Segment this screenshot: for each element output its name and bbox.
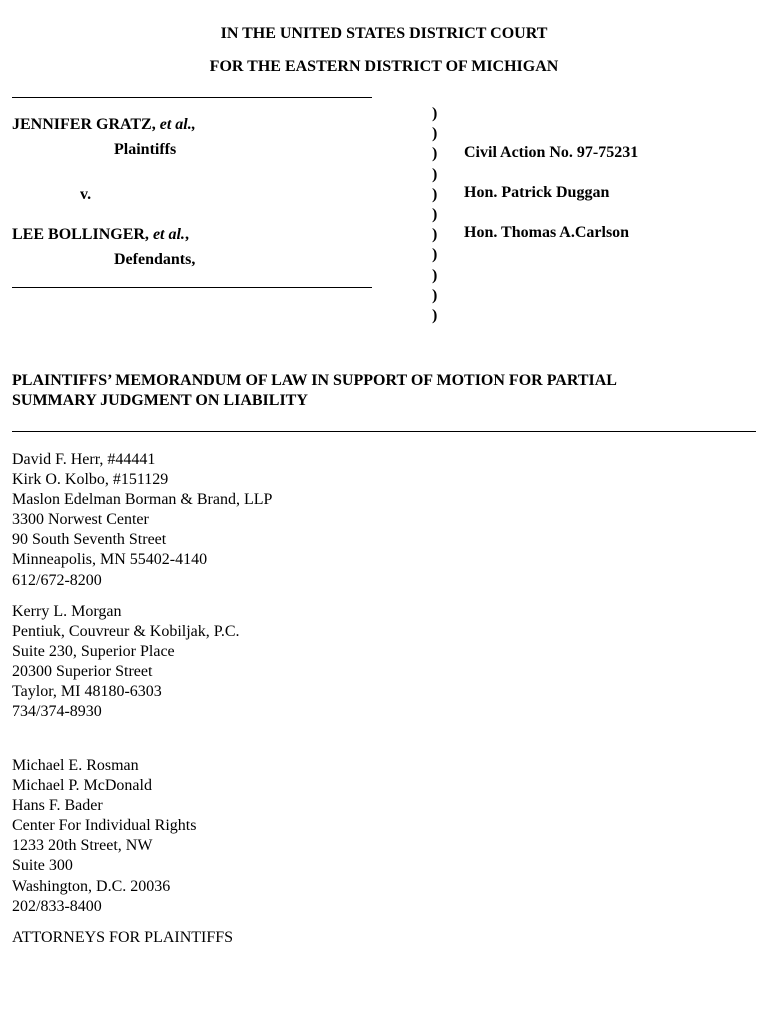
counsel-block-1 <box>12 450 272 591</box>
counsel-line: Taylor, MI 48180-6303 <box>12 683 162 701</box>
counsel-line: 734/374-8930 <box>12 703 102 721</box>
paren: ) <box>432 286 438 304</box>
paren: ) <box>432 306 438 324</box>
paren: ) <box>432 165 438 183</box>
counsel-line: 3300 Norwest Center <box>12 511 149 529</box>
caption-bottom-rule <box>12 287 372 288</box>
defendant-comma: , <box>184 226 189 243</box>
counsel-line: Kirk O. Kolbo, #151129 <box>12 471 169 489</box>
counsel-line: 612/672-8200 <box>12 571 102 589</box>
counsel-line: 1233 20th Street, NW <box>12 837 153 855</box>
caption-top-rule <box>12 97 372 98</box>
document-title-line2: SUMMARY JUDGMENT ON LIABILITY <box>12 392 308 409</box>
civil-action-number: Civil Action No. 97-75231 <box>464 144 639 161</box>
document-title-line1: PLAINTIFFS’ MEMORANDUM OF LAW IN SUPPORT OF MOTION FOR PARTIAL <box>12 372 617 389</box>
caption-paren-column <box>432 104 437 326</box>
counsel-line: Michael E. Rosman <box>12 757 139 774</box>
counsel-line: 20300 Superior Street <box>12 663 153 681</box>
court-name-line2: FOR THE EASTERN DISTRICT OF MICHIGAN <box>209 58 559 75</box>
counsel-line: Center For Individual Rights <box>12 817 197 835</box>
defendant-etal: et al. <box>152 226 185 243</box>
defendant-role: Defendants, <box>114 251 196 268</box>
plaintiff-name: JENNIFER GRATZ, <box>12 116 156 133</box>
plaintiff-line <box>12 116 196 134</box>
paren: ) <box>432 145 438 163</box>
paren: ) <box>432 125 438 143</box>
counsel-line: Suite 300 <box>12 857 73 875</box>
paren: ) <box>432 266 438 284</box>
counsel-block-3 <box>12 756 196 917</box>
counsel-line: Pentiuk, Couvreur & Kobiljak, P.C. <box>12 623 240 641</box>
defendant-line <box>12 226 189 244</box>
counsel-line: Hans F. Bader <box>12 797 103 815</box>
counsel-line: 90 South Seventh Street <box>12 531 167 549</box>
counsel-line: Michael P. McDonald <box>12 777 152 795</box>
plaintiff-etal: et al., <box>159 116 196 133</box>
counsel-line: Maslon Edelman Borman & Brand, LLP <box>12 491 273 509</box>
plaintiff-role: Plaintiffs <box>114 141 177 158</box>
counsel-line: Minneapolis, MN 55402-4140 <box>12 551 208 569</box>
versus-label: v. <box>80 186 92 203</box>
paren: ) <box>432 246 438 264</box>
judge-2: Hon. Thomas A.Carlson <box>464 224 630 241</box>
judge-1: Hon. Patrick Duggan <box>464 184 610 201</box>
counsel-line: Suite 230, Superior Place <box>12 643 175 661</box>
counsel-line: Washington, D.C. 20036 <box>12 877 171 895</box>
counsel-line: David F. Herr, #44441 <box>12 451 156 468</box>
paren: ) <box>432 185 438 203</box>
counsel-block-2 <box>12 602 240 723</box>
paren: ) <box>432 226 438 244</box>
paren: ) <box>432 105 438 122</box>
defendant-name: LEE BOLLINGER, <box>12 226 149 243</box>
attorneys-for-plaintiffs-label: ATTORNEYS FOR PLAINTIFFS <box>12 929 234 946</box>
title-rule <box>12 431 756 432</box>
counsel-line: 202/833-8400 <box>12 897 102 915</box>
counsel-line: Kerry L. Morgan <box>12 603 122 620</box>
court-name-line1: IN THE UNITED STATES DISTRICT COURT <box>220 25 548 42</box>
paren: ) <box>432 205 438 223</box>
